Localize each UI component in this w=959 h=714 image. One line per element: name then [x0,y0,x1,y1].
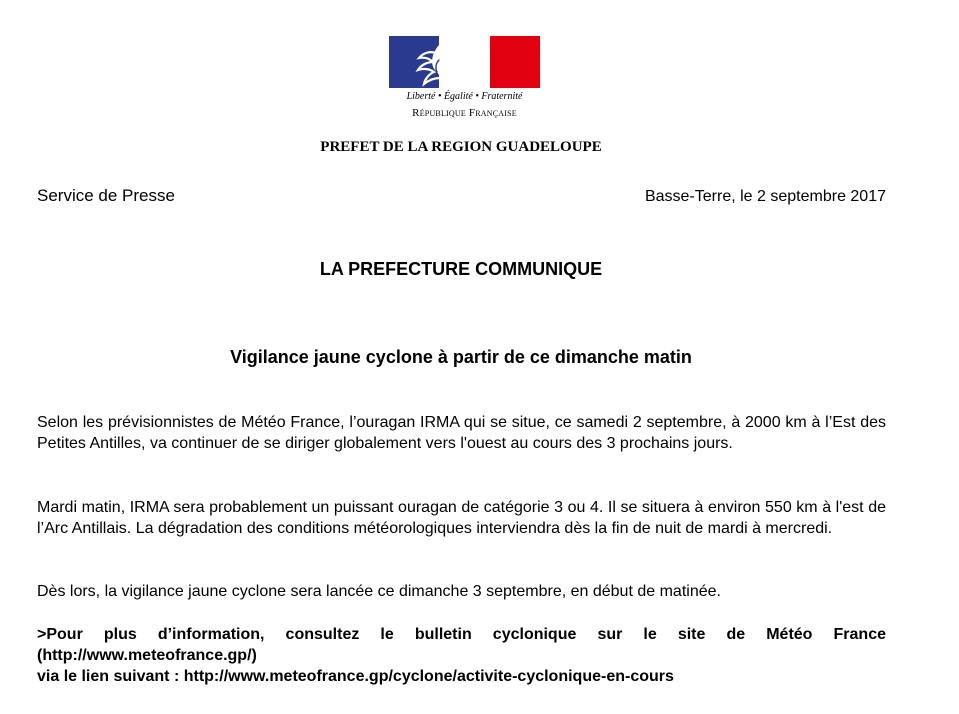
republic-motto: Liberté • Égalité • Fraternité [406,91,523,102]
prefet-heading: PREFET DE LA REGION GUADELOUPE [320,139,602,155]
service-label: Service de Presse [37,186,175,205]
info-line: >Pour plus d’information, consultez le bulletin cyclonique sur le site de Météo France [37,626,886,643]
republic-name: République Française [412,107,517,119]
paragraph: Mardi matin, IRMA sera probablement un puissant ouragan de catégorie 3 ou 4. Il se situera à environ 550 km à l'est de l’Arc Antillais. La dégradation des conditions météorologiques interviendra dès la fin de nuit de mardi à mercredi. [37,499,886,537]
paragraph: Dès lors, la vigilance jaune cyclone sera lancée ce dimanche 3 septembre, en début de matinée. [37,583,721,600]
document-title: LA PREFECTURE COMMUNIQUE [319,259,603,279]
headline: Vigilance jaune cyclone à partir de ce dimanche matin [230,347,692,367]
tricolor-flag [389,36,540,88]
meteofrance-link[interactable]: (http://www.meteofrance.gp/) [37,647,257,664]
marianne-logo [389,36,540,128]
dateline: Basse-Terre, le 2 septembre 2017 [644,188,886,205]
cyclone-link[interactable]: via le lien suivant : http://www.meteofrance.gp/cyclone/activite-cyclonique-en-cours [37,668,674,685]
info-block [37,624,886,687]
paragraph: Selon les prévisionnistes de Météo France, l’ouragan IRMA qui se situe, ce samedi 2 septembre, à 2000 km à l’Est des Petites Antilles, va continuer de se diriger globalement vers l'ouest au cours des 3 prochains jours. [37,414,886,452]
marianne-profile-icon [389,36,540,88]
